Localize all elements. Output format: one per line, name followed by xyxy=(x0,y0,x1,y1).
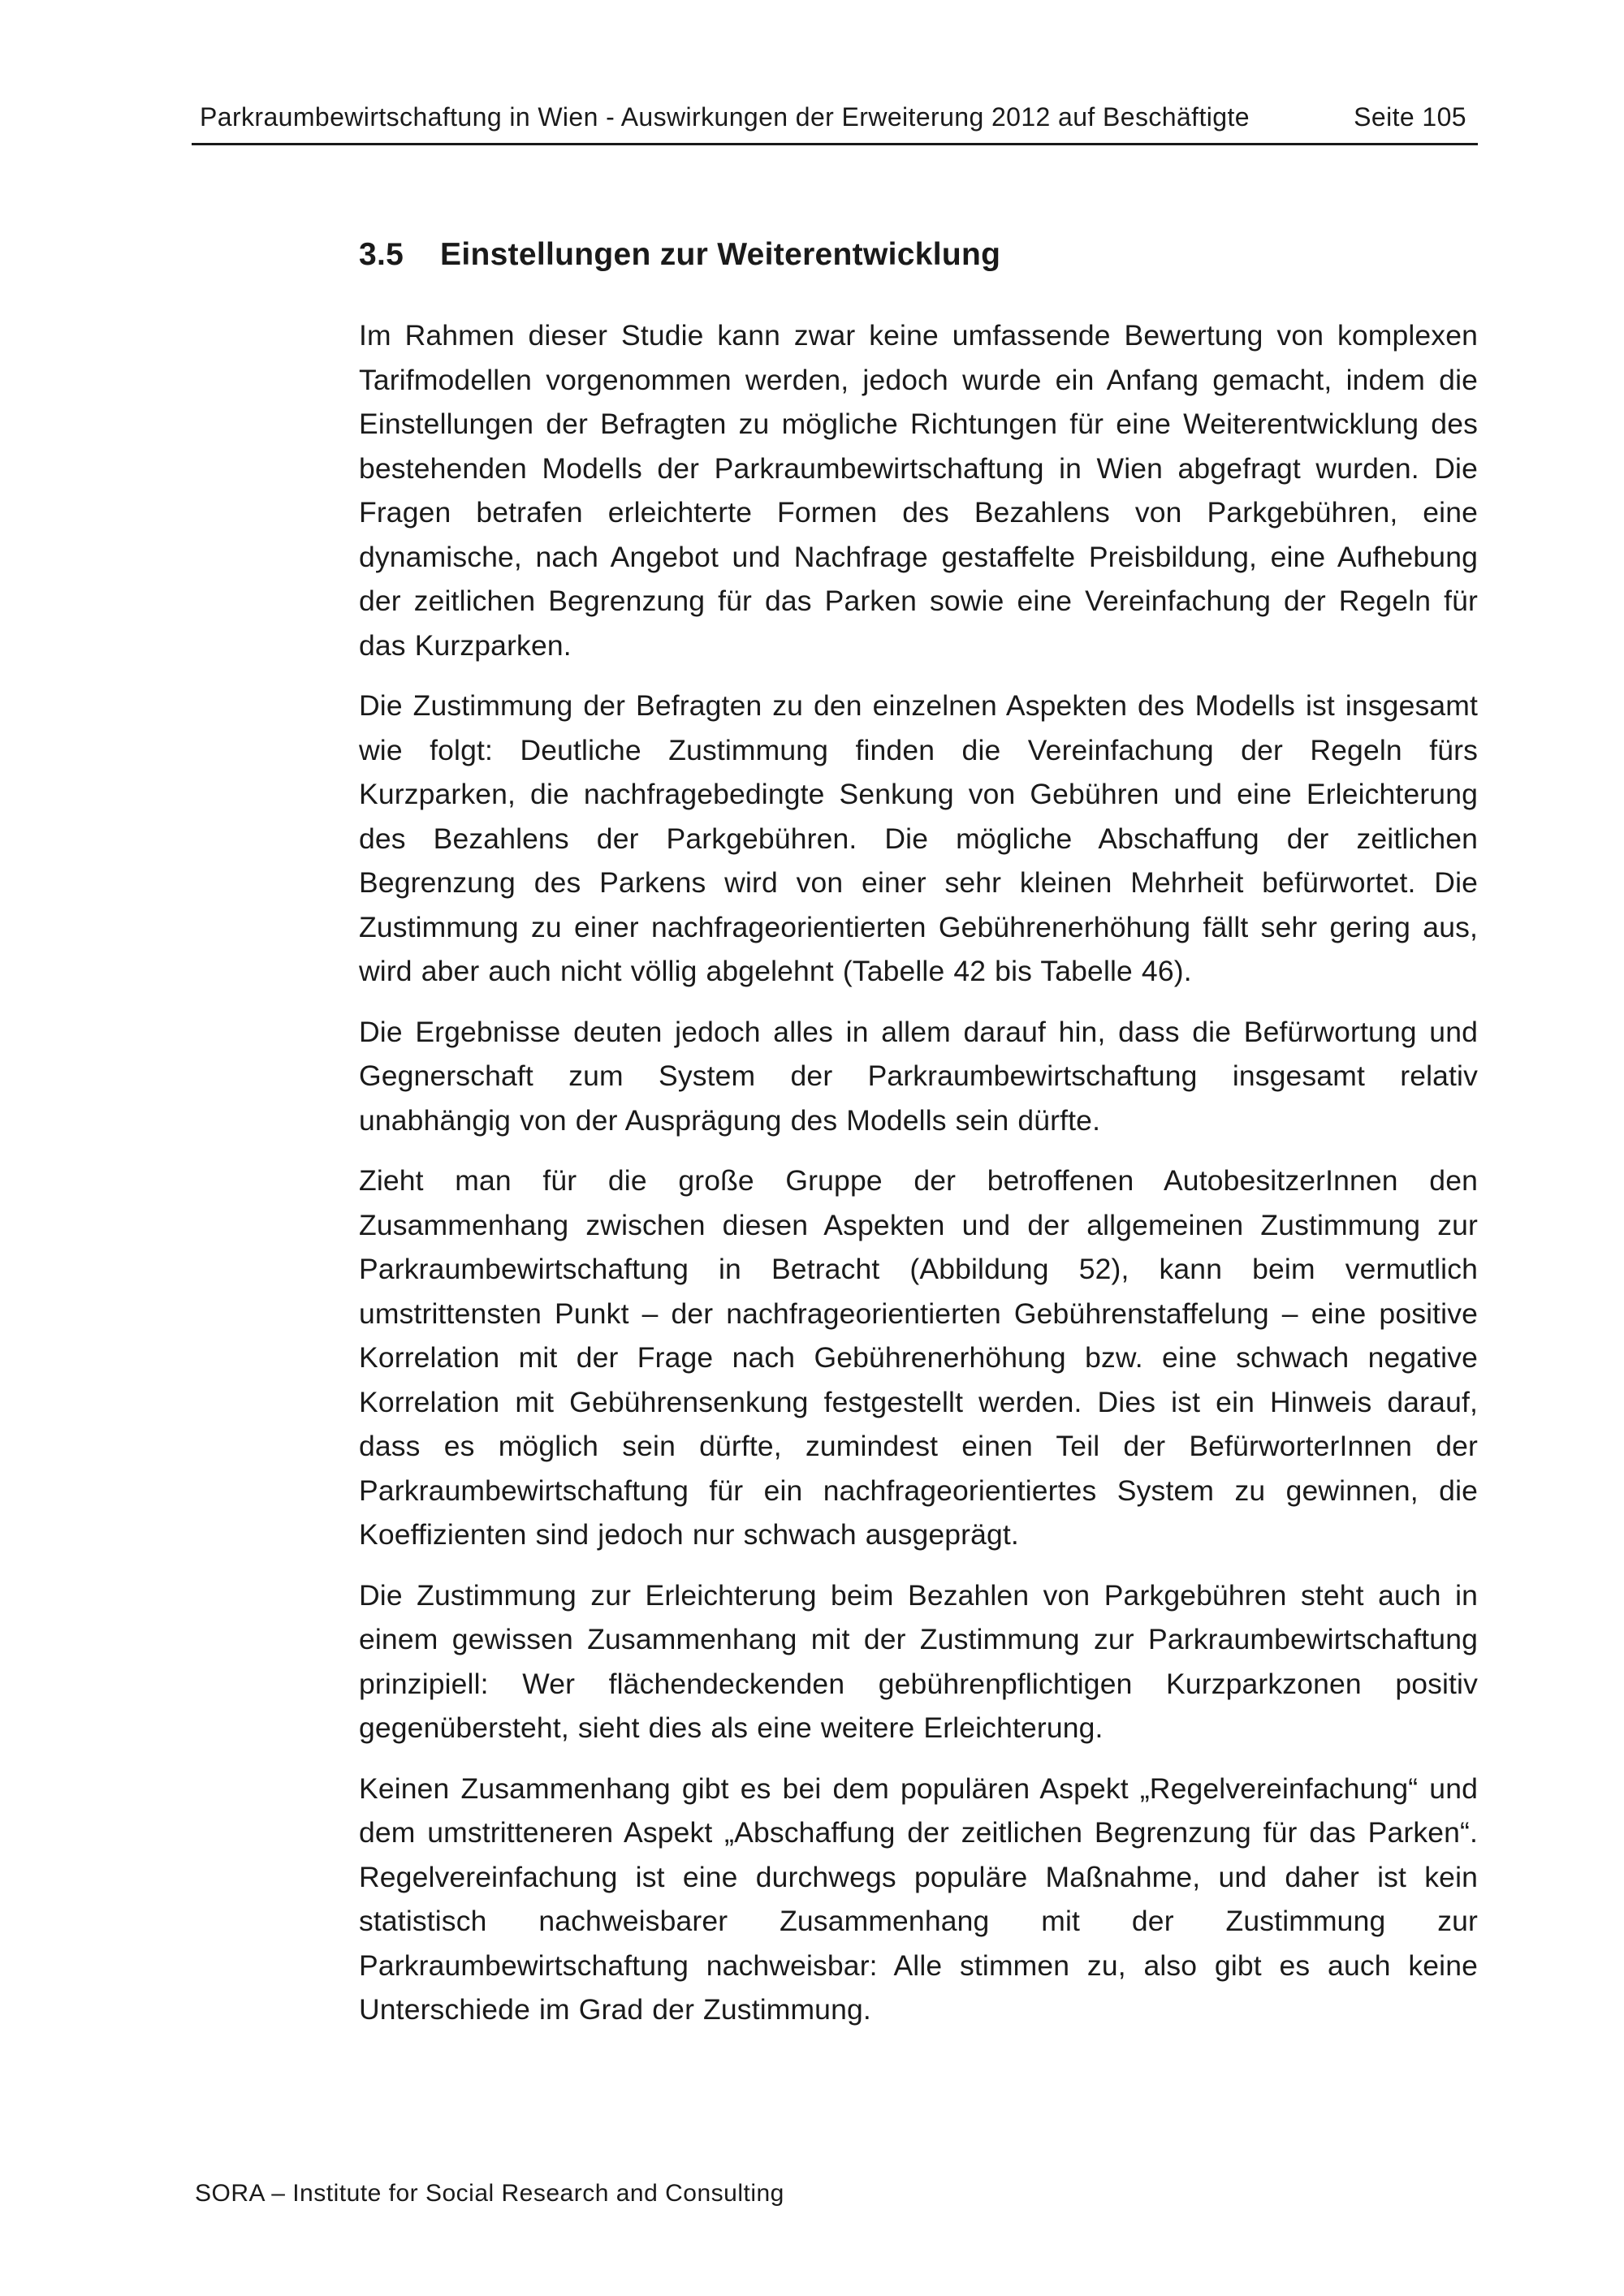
paragraph-approval-overview: Die Zustimmung der Befragten zu den einzelnen Aspekten des Modells ist insgesamt wie folgt: Deutliche Zustimmung finden die Vereinfachung der Regeln fürs Kurzparken, die nachfragebedingte Senkung von Gebühren und eine Erleichterung des Bezahlens der Parkgebühren. Die mögliche Abschaffung der zeitlichen Begrenzung des Parkens wird von einer sehr kleinen Mehrheit befürwortet. Die Zustimmung zu einer nachfrageorientierten Gebührenerhöhung fällt sehr gering aus, wird aber auch nicht völlig abgelehnt (Tabelle 42 bis Tabelle 46). xyxy=(359,689,1478,987)
page-number: Seite 105 xyxy=(1354,102,1466,132)
paragraph-intro: Im Rahmen dieser Studie kann zwar keine umfassende Bewertung von komplexen Tarifmodellen vorgenommen werden, jedoch wurde ein Anfang gemacht, indem die Einstellungen der Befragten zu mögliche Richtungen für eine Weiterentwicklung des bestehenden Modells der Parkraumbewirtschaftung in Wien abgefragt wurden. Die Fragen betrafen erleichterte Formen des Bezahlens von Parkgebühren, eine dynamische, nach Angebot und Nachfrage gestaffelte Preisbildung, eine Aufhebung der zeitlichen Begrenzung für das Parken sowie eine Vereinfachung der Regeln für das Kurzparken. xyxy=(359,319,1478,662)
paragraph-no-correlation: Keinen Zusammenhang gibt es bei dem populären Aspekt „Regelvereinfachung“ und dem umstritteneren Aspekt „Abschaffung der zeitlichen Begrenzung für das Parken“. Regelvereinfachung ist eine durchwegs populäre Maßnahme, und daher ist kein statistisch nachweisbarer Zusammenhang mit der Zustimmung zur Parkraumbewirtschaftung nachweisbar: Alle stimmen zu, also gibt es auch keine Unterschiede im Grad der Zustimmung. xyxy=(359,1772,1478,2026)
section-heading xyxy=(359,237,1478,273)
paragraph-correlation: Zieht man für die große Gruppe der betroffenen AutobesitzerInnen den Zusammenhang zwischen diesen Aspekten und der allgemeinen Zustimmung zur Parkraumbewirtschaftung in Betracht (Abbildung 52), kann beim vermutlich umstrittensten Punkt – der nachfrageorientierten Gebührenstaffelung – eine positive Korrelation mit der Frage nach Gebührenerhöhung bzw. eine schwach negative Korrelation mit Gebührensenkung festgestellt werden. Dies ist ein Hinweis darauf, dass es möglich sein dürfte, zumindest einen Teil der BefürworterInnen der Parkraumbewirtschaftung für ein nachfrageorientiertes System zu gewinnen, die Koeffizienten sind jedoch nur schwach ausgeprägt. xyxy=(359,1164,1478,1551)
section-title: Einstellungen zur Weiterentwicklung xyxy=(440,237,1001,272)
paragraph-results: Die Ergebnisse deuten jedoch alles in allem darauf hin, dass die Befürwortung und Gegnerschaft zum System der Parkraumbewirtschaftung insgesamt relativ unabhängig von der Ausprägung des Modells sein dürfte. xyxy=(359,1015,1478,1137)
page-body xyxy=(359,237,1478,2048)
running-header xyxy=(192,102,1478,145)
paragraph-payment: Die Zustimmung zur Erleichterung beim Bezahlen von Parkgebühren steht auch in einem gewissen Zusammenhang mit der Zustimmung zur Parkraumbewirtschaftung prinzipiell: Wer flächendeckenden gebührenpflichtigen Kurzparkzonen positiv gegenübersteht, sieht dies als eine weitere Erleichterung. xyxy=(359,1578,1478,1744)
section-number: 3.5 xyxy=(359,237,404,272)
page-footer: SORA – Institute for Social Research and Consulting xyxy=(195,2180,784,2207)
document-title: Parkraumbewirtschaftung in Wien - Auswirkungen der Erweiterung 2012 auf Beschäftigte xyxy=(200,102,1250,132)
